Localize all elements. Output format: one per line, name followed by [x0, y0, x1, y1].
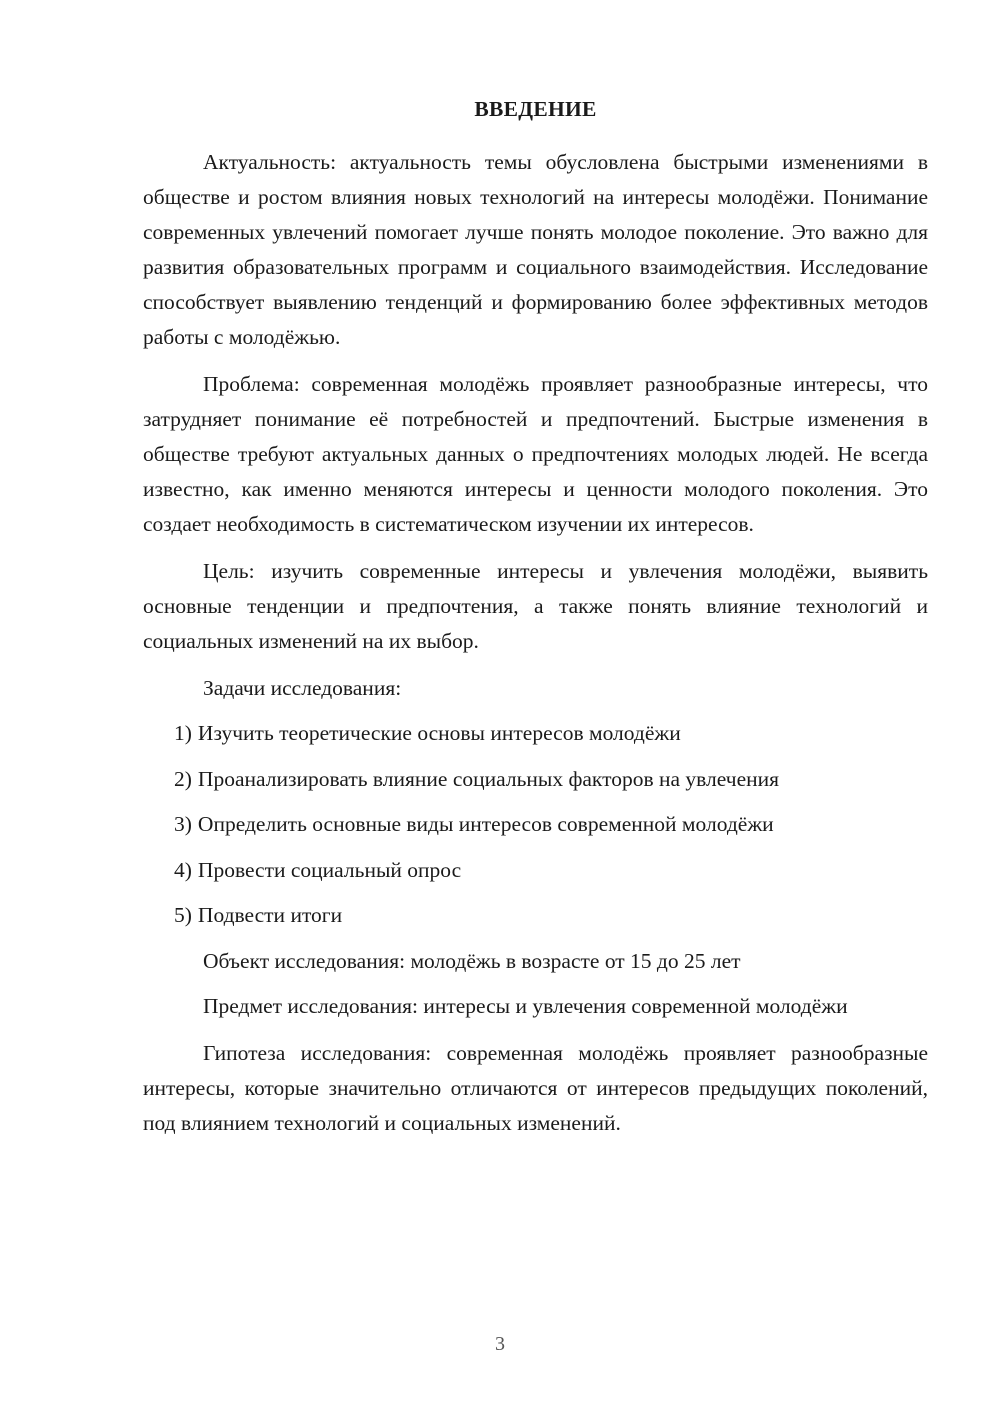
paragraph-hypothesis: Гипотеза исследования: современная молодёжь проявляет разнообразные интересы, которые значительно отличаются от интересов предыдущих поколений, под влиянием технологий и социальных изменений.	[143, 1040, 928, 1135]
paragraph-subject: Предмет исследования: интересы и увлечения современной молодёжи	[203, 993, 848, 1018]
paragraph-object: Объект исследования: молодёжь в возрасте от 15 до 25 лет	[203, 948, 741, 973]
task-number: 5)	[174, 903, 192, 927]
task-number: 1)	[174, 721, 192, 745]
list-item	[143, 853, 928, 888]
list-item	[143, 716, 928, 751]
list-item	[143, 898, 928, 933]
task-text: Определить основные виды интересов современной молодёжи	[197, 812, 774, 836]
task-text: Подвести итоги	[197, 903, 343, 927]
task-text: Проанализировать влияние социальных факторов на увлечения	[197, 766, 780, 791]
list-item	[143, 807, 928, 842]
task-number: 3)	[174, 812, 192, 836]
paragraph-problem: Проблема: современная молодёжь проявляет разнообразные интересы, что затрудняет понимание её потребностей и предпочтений. Быстрые изменения в обществе требуют актуальных данных о предпочтениях молодых людей. Не всегда известно, как именно меняются интересы и ценности молодого поколения. Это создает необходимость в систематическом изучении их интересов.	[143, 372, 928, 536]
tasks-heading: Задачи исследования:	[203, 676, 402, 700]
page-number: 3	[495, 1333, 505, 1355]
paragraph-relevance: Актуальность: актуальность темы обусловлена быстрыми изменениями в обществе и ростом влияния новых технологий на интересы молодёжи. Понимание современных увлечений помогает лучше понять молодое поколение. Это важно для развития образовательных программ и социального взаимодействия. Исследование способствует выявлению тенденций и формированию более эффективных методов работы с молодёжью.	[143, 150, 928, 349]
task-list	[143, 716, 928, 933]
document-page	[143, 92, 928, 1153]
paragraph-goal: Цель: изучить современные интересы и увлечения молодёжи, выявить основные тенденции и предпочтения, а также понять влияние технологий и социальных изменений на их выбор.	[143, 559, 928, 653]
task-text: Провести социальный опрос	[197, 857, 462, 882]
page-title: ВВЕДЕНИЕ	[474, 97, 597, 121]
task-number: 4)	[174, 857, 192, 882]
task-text: Изучить теоретические основы интересов молодёжи	[197, 721, 681, 745]
list-item	[143, 762, 928, 797]
task-number: 2)	[174, 766, 192, 791]
